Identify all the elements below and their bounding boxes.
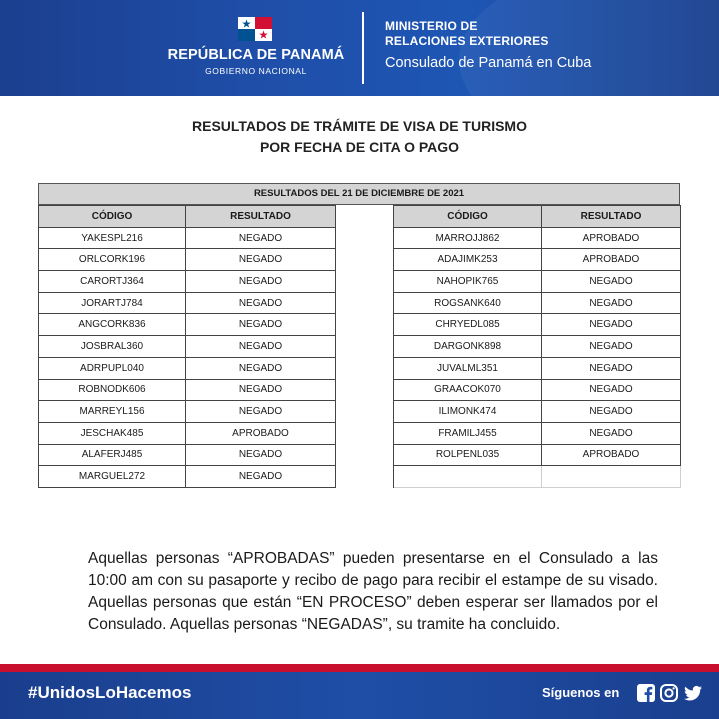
results-table xyxy=(38,183,680,488)
table-row xyxy=(39,336,681,358)
table-row xyxy=(39,227,681,249)
results-date-banner: RESULTADOS DEL 21 DE DICIEMBRE DE 2021 xyxy=(38,183,680,205)
applicant-code: ORLCORK196 xyxy=(39,249,186,271)
instructions-paragraph: Aquellas personas “APROBADAS” pueden presentarse en el Consulado a las 10:00 am con su pasaporte y recibo de pago para recibir el estampe de su visado. Aquellas personas que están “EN PROCESO” deben esperar ser llamados por el Consulado. Aquellas personas “NEGADAS”, su tramite ha concluido. xyxy=(88,550,658,633)
visa-result: APROBADO xyxy=(542,249,681,271)
table-row xyxy=(39,357,681,379)
visa-result: NEGADO xyxy=(186,336,336,358)
visa-result: APROBADO xyxy=(186,422,336,444)
applicant-code: ILIMONK474 xyxy=(394,401,542,423)
applicant-code: YAKESPL216 xyxy=(39,227,186,249)
visa-result: NEGADO xyxy=(186,466,336,488)
column-gap xyxy=(336,466,394,488)
column-gap xyxy=(336,206,394,228)
document-title: RESULTADOS DE TRÁMITE DE VISA DE TURISMO xyxy=(192,118,527,134)
applicant-code: FRAMILJ455 xyxy=(394,422,542,444)
visa-result: NEGADO xyxy=(542,292,681,314)
table-row xyxy=(39,401,681,423)
applicant-code: ROLPENL035 xyxy=(394,444,542,466)
column-gap xyxy=(336,292,394,314)
country-name: REPÚBLICA DE PANAMÁ xyxy=(167,47,345,63)
visa-result: NEGADO xyxy=(186,314,336,336)
applicant-code: MARROJJ862 xyxy=(394,227,542,249)
applicant-code: GRAACOK070 xyxy=(394,379,542,401)
header-banner xyxy=(0,0,719,96)
visa-result: NEGADO xyxy=(186,401,336,423)
ministry-line-2: RELACIONES EXTERIORES xyxy=(385,34,549,48)
column-header-result: RESULTADO xyxy=(186,206,336,228)
applicant-code: MARGUEL272 xyxy=(39,466,186,488)
applicant-code: ANGCORK836 xyxy=(39,314,186,336)
twitter-icon[interactable] xyxy=(683,683,703,703)
facebook-icon[interactable] xyxy=(636,683,656,703)
table-row xyxy=(39,466,681,488)
instagram-icon[interactable] xyxy=(659,683,679,703)
applicant-code xyxy=(394,466,542,488)
column-gap xyxy=(336,314,394,336)
visa-result: NEGADO xyxy=(186,227,336,249)
table-row xyxy=(39,379,681,401)
government-label: GOBIERNO NACIONAL xyxy=(205,66,307,76)
document-subtitle: POR FECHA DE CITA O PAGO xyxy=(259,139,460,155)
applicant-code: ADAJIMK253 xyxy=(394,249,542,271)
column-gap xyxy=(336,422,394,444)
header-decoration xyxy=(459,0,719,96)
table-header-row xyxy=(39,206,681,228)
applicant-code: JUVALML351 xyxy=(394,357,542,379)
column-header-code: CÓDIGO xyxy=(394,206,542,228)
visa-result: NEGADO xyxy=(542,379,681,401)
visa-result: NEGADO xyxy=(542,271,681,293)
table-body xyxy=(39,227,681,487)
column-gap xyxy=(336,357,394,379)
column-gap xyxy=(336,401,394,423)
column-header-result: RESULTADO xyxy=(542,206,681,228)
applicant-code: ROGSANK640 xyxy=(394,292,542,314)
applicant-code: CHRYEDL085 xyxy=(394,314,542,336)
visa-result xyxy=(542,466,681,488)
table-row xyxy=(39,249,681,271)
visa-result: NEGADO xyxy=(186,271,336,293)
table-row xyxy=(39,292,681,314)
table-row xyxy=(39,271,681,293)
consulate-name: Consulado de Panamá en Cuba xyxy=(385,55,592,71)
applicant-code: JESCHAK485 xyxy=(39,422,186,444)
column-gap xyxy=(336,271,394,293)
column-gap xyxy=(336,379,394,401)
results-grid xyxy=(38,205,681,488)
column-gap xyxy=(336,336,394,358)
applicant-code: JORARTJ784 xyxy=(39,292,186,314)
applicant-code: JOSBRAL360 xyxy=(39,336,186,358)
visa-result: APROBADO xyxy=(542,227,681,249)
column-header-code: CÓDIGO xyxy=(39,206,186,228)
visa-result: NEGADO xyxy=(186,292,336,314)
column-gap xyxy=(336,249,394,271)
follow-us-label: Síguenos en xyxy=(542,685,620,700)
visa-result: APROBADO xyxy=(542,444,681,466)
panama-flag-icon xyxy=(238,17,272,41)
visa-result: NEGADO xyxy=(186,249,336,271)
table-row xyxy=(39,422,681,444)
visa-result: NEGADO xyxy=(542,336,681,358)
table-row xyxy=(39,444,681,466)
ministry-line-1: MINISTERIO DE xyxy=(385,19,478,33)
applicant-code: MARREYL156 xyxy=(39,401,186,423)
applicant-code: ADRPUPL040 xyxy=(39,357,186,379)
header-divider xyxy=(362,12,364,84)
visa-result: NEGADO xyxy=(542,314,681,336)
applicant-code: ROBNODK606 xyxy=(39,379,186,401)
column-gap xyxy=(336,444,394,466)
column-gap xyxy=(336,227,394,249)
applicant-code: ALAFERJ485 xyxy=(39,444,186,466)
table-row xyxy=(39,314,681,336)
visa-result: NEGADO xyxy=(542,422,681,444)
applicant-code: NAHOPIK765 xyxy=(394,271,542,293)
visa-result: NEGADO xyxy=(186,379,336,401)
visa-result: NEGADO xyxy=(542,401,681,423)
visa-result: NEGADO xyxy=(542,357,681,379)
applicant-code: CARORTJ364 xyxy=(39,271,186,293)
campaign-hashtag: #UnidosLoHacemos xyxy=(28,683,192,702)
visa-result: NEGADO xyxy=(186,444,336,466)
applicant-code: DARGONK898 xyxy=(394,336,542,358)
visa-result: NEGADO xyxy=(186,357,336,379)
